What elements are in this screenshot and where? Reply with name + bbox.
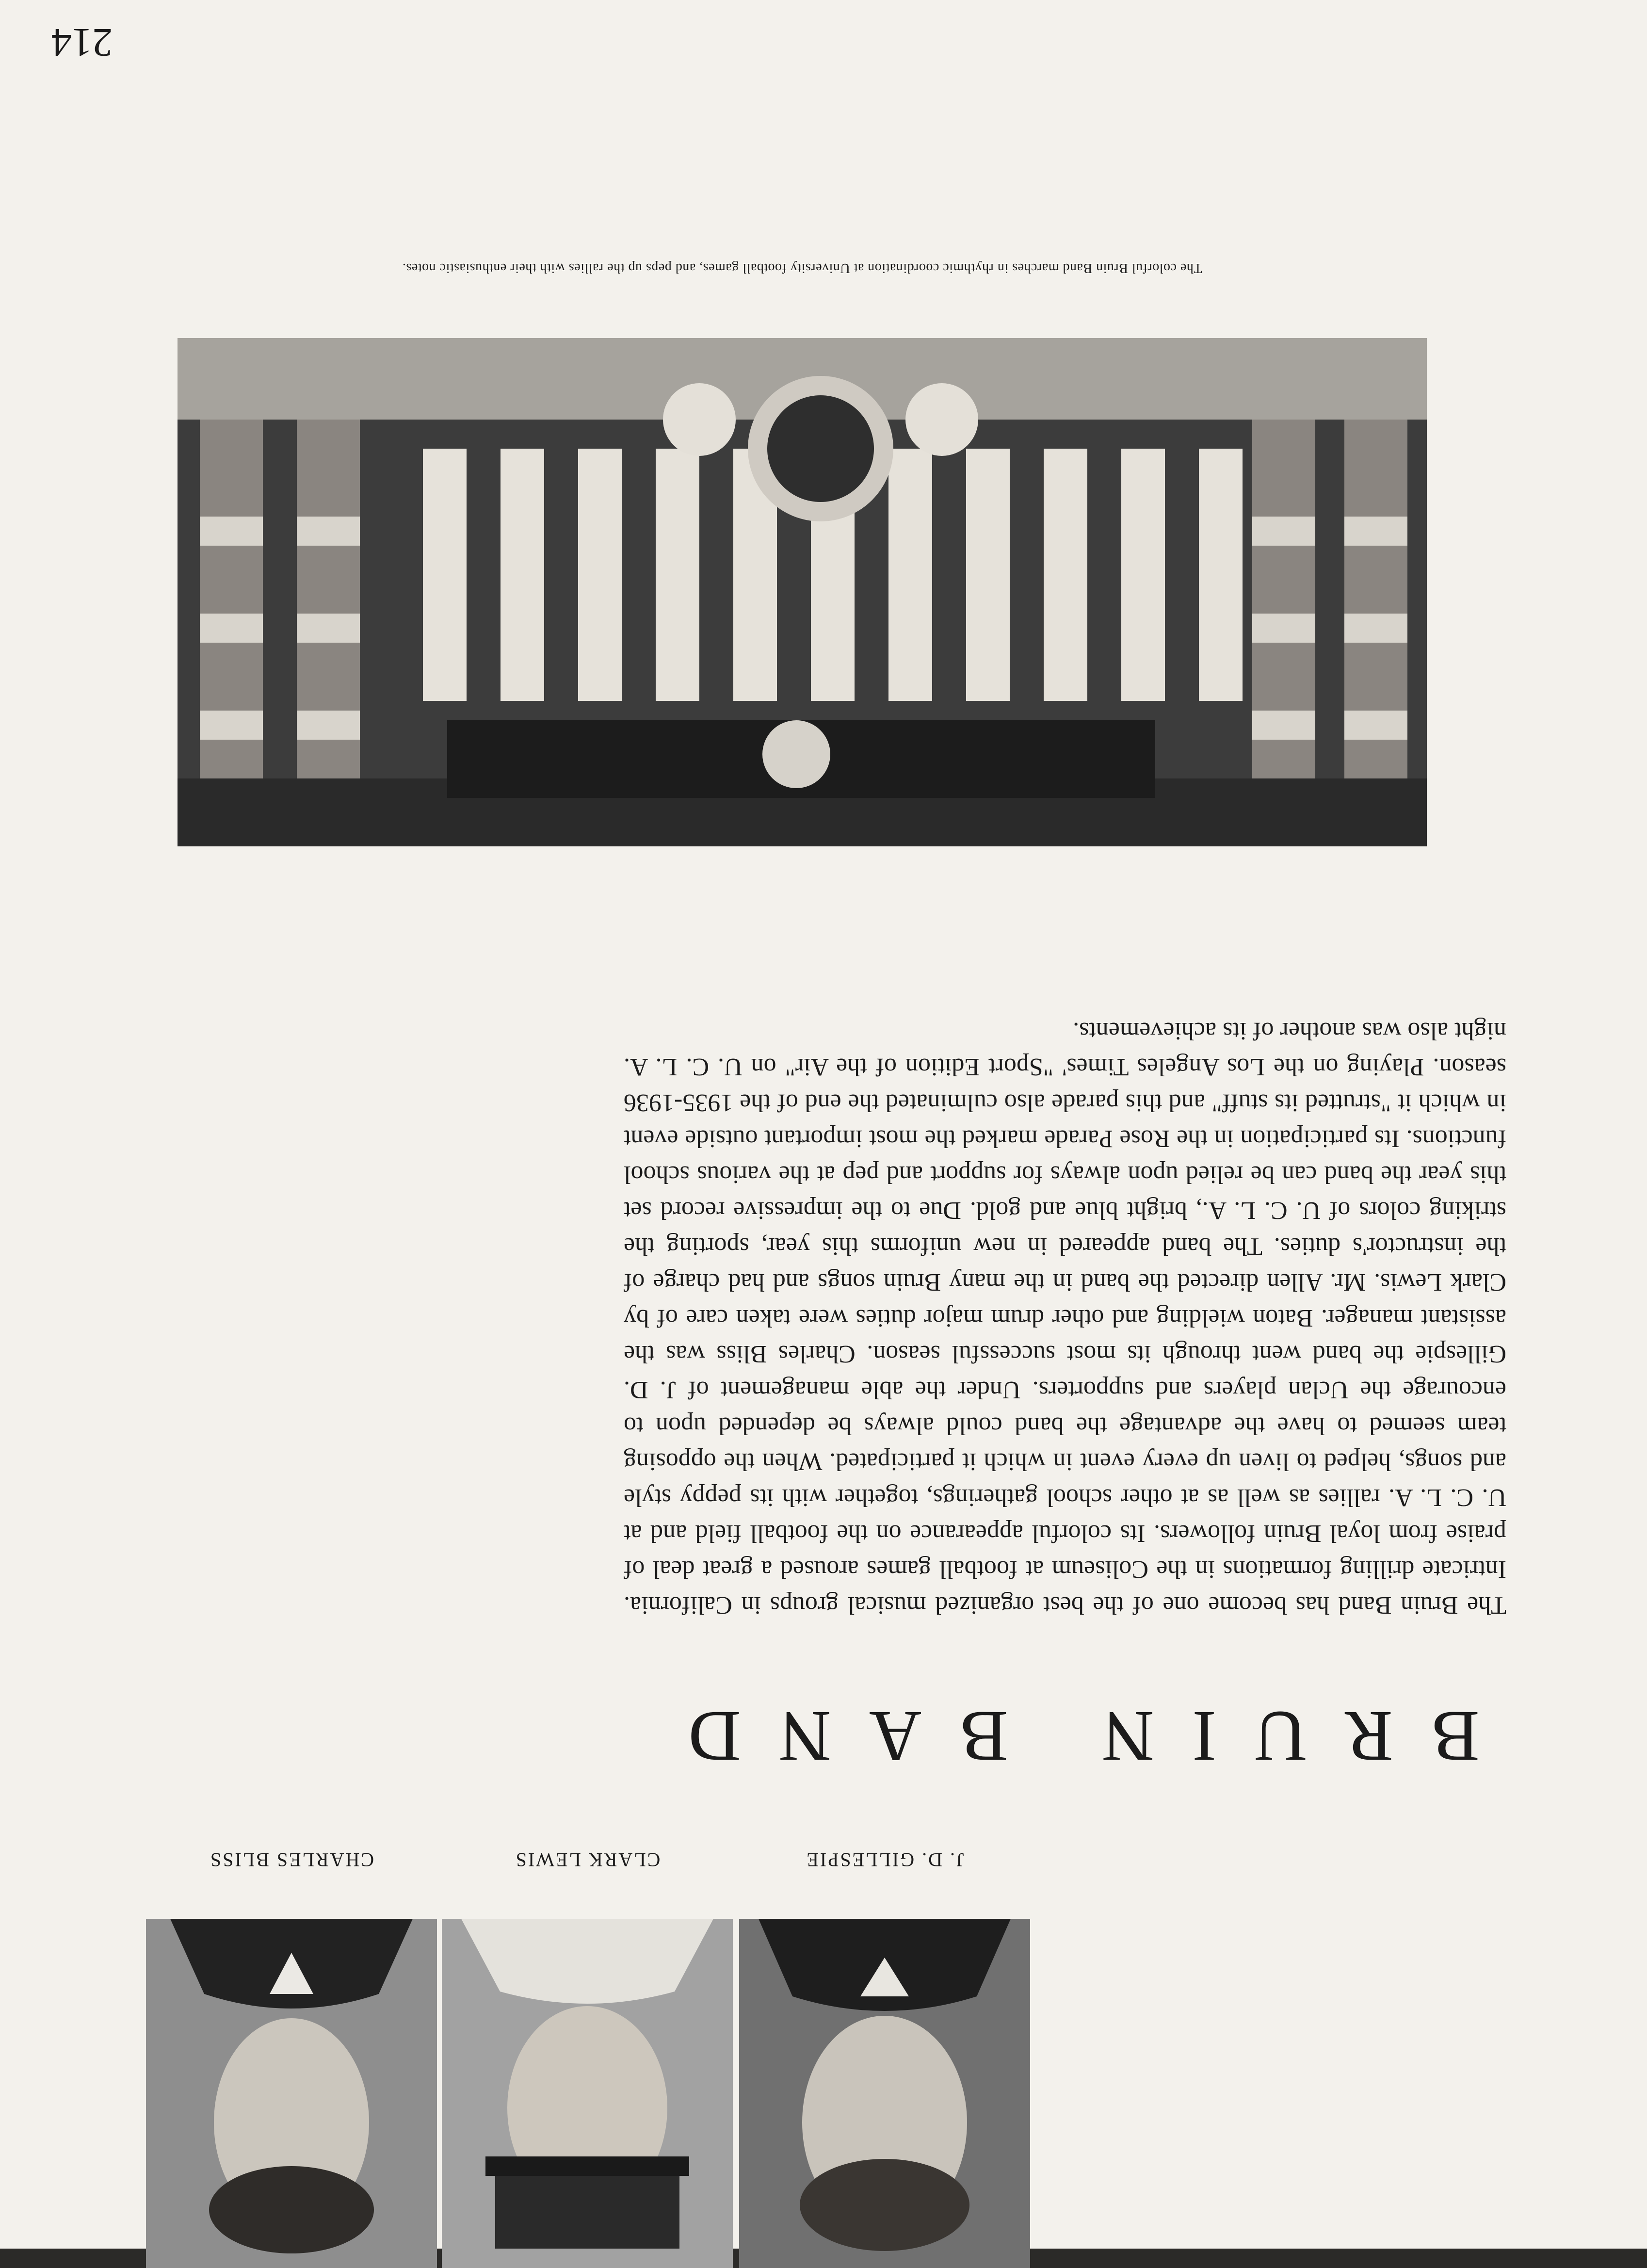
portrait-lewis <box>442 1919 733 2268</box>
band-photo-caption: The colorful Bruin Band marches in rhythmic coordination at University football games, and peps up the rallies with their enthusiastic notes. <box>402 260 1202 275</box>
portrait-bliss <box>146 1919 437 2268</box>
page-title: BRUIN BAND <box>650 1696 1480 1777</box>
page-number: 214 <box>51 20 113 65</box>
article-body: The Bruin Band has become one of the best organized musical groups in California. Intricate drilling formations in the Coliseum at football games aroused a great deal of praise from loyal Bruin followers. Its colorful appearance on the football field and at U. C. L. A. rallies as well as at other school gatherings, together with its peppy style and songs, helped to liven up every event in which it participated. When the opposing team seemed to have the advantage the band could always be depended upon to encourage the Uclan players and supporters. Under the able management of J. D. Gillespie the band went through its most successful season. Charles Bliss was the assistant manager. Baton wielding and other drum major duties were taken care of by Clark Lewis. Mr. Allen directed the band in the many Bruin songs and had charge of the instructor's duties. The band appeared in new uniforms this year, sporting the striking colors of U. C. L. A., bright blue and gold. Due to the impressive record set this year the band can be relied upon always for support and pep at the various school functions. Its participation in the Rose Parade marked the most important outside event in which it "strutted its stuff" and this parade also culminated the end of the 1935-1936 season. Playing on the Los Angeles Times' "Sport Edition of the Air" on U. C. L. A. night also was another of its achievements. <box>624 1017 1506 1619</box>
portrait-name-lewis: CLARK LEWIS <box>514 1849 661 1871</box>
portrait-name-bliss: CHARLES BLISS <box>209 1849 374 1871</box>
portrait-gillespie <box>739 1919 1030 2268</box>
band-photo <box>178 338 1427 846</box>
portrait-name-gillespie: J. D. GILLESPIE <box>805 1849 964 1871</box>
